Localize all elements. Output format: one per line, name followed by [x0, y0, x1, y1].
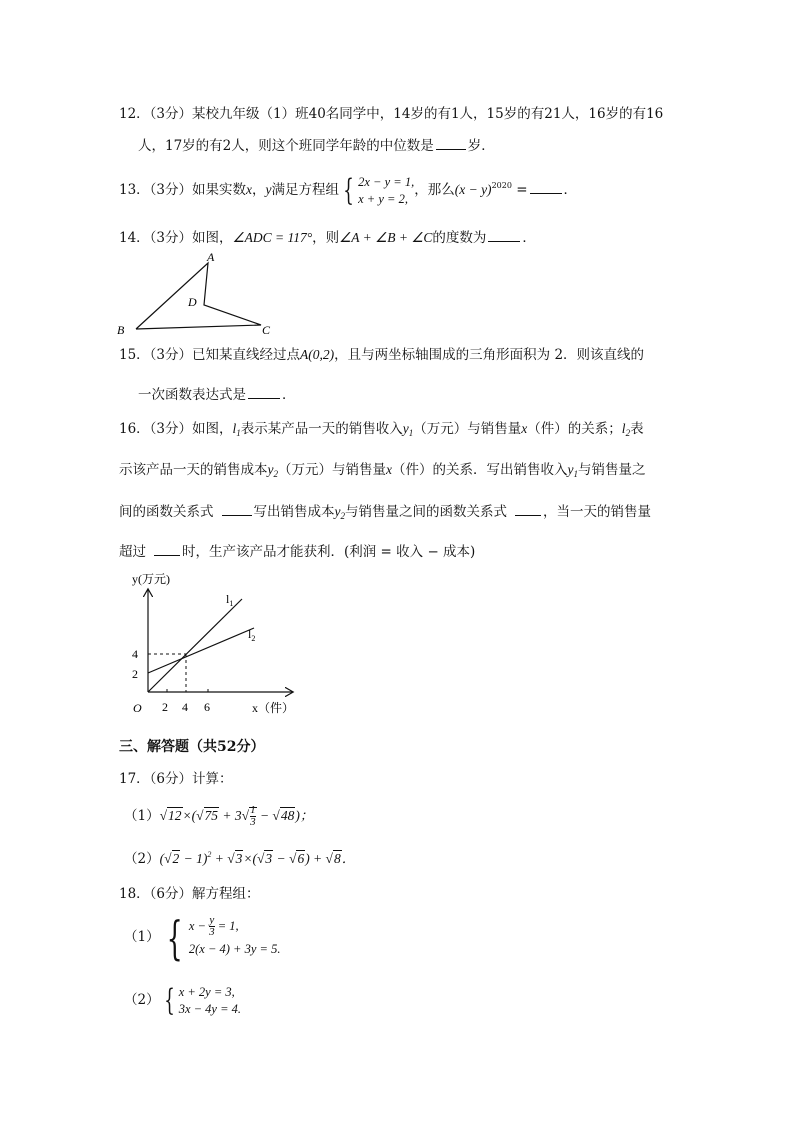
q18-part1	[124, 910, 281, 965]
q13-eqsign: =	[511, 182, 528, 198]
q14-condition: ∠ADC = 117°	[232, 230, 313, 245]
q16-line-l1	[148, 599, 242, 692]
q16-y1-symbol-2: $y_1$	[567, 462, 578, 479]
q15-text-c: 一次函数表达式是	[138, 387, 246, 403]
q13-mid: 满足方程组	[271, 182, 340, 198]
q16-text-g: （万元）与销售量	[278, 462, 386, 478]
q16-y2-symbol: $y_2$	[267, 462, 278, 479]
q18-title: 18．（6分）解方程组：	[119, 886, 260, 902]
q13-eq2: x + y = 2,	[358, 191, 408, 206]
q16-x-tick-6: 6	[204, 700, 210, 714]
q13-prefix: 13．（3分）如果实数	[119, 182, 247, 198]
q15-point: A(0,2)	[300, 347, 335, 362]
q14	[119, 227, 536, 248]
q16-text-f: 示该产品一天的销售成本	[119, 462, 268, 478]
q16-graph	[120, 570, 305, 720]
q16-text-h: （件）的关系．写出销售收入	[392, 462, 568, 478]
q16-text-i: 与销售量之	[578, 462, 646, 478]
q15-text-d: ．	[282, 387, 296, 403]
q12-text-a: 人，17岁的有2人，则这个班同学年龄的中位数是	[138, 138, 434, 154]
q18-part1-brace: {	[166, 910, 183, 965]
q13-expr: (x − y)	[454, 182, 492, 197]
q16-text-d: （件）的关系；	[527, 421, 622, 437]
q17-part1-label: （1）	[124, 808, 160, 824]
q16-line-l2	[148, 628, 254, 673]
q15-line2	[138, 384, 296, 405]
q12-line2	[138, 135, 495, 156]
q17-part2	[124, 845, 355, 869]
q14-label-a: A	[207, 250, 215, 264]
q13-system	[358, 174, 414, 208]
q14-label-b: B	[117, 323, 125, 337]
q16-l1-label: $l_1$	[226, 592, 234, 608]
q16-text-k: 写出销售成本	[253, 504, 335, 520]
q16-x-symbol-2: x	[386, 462, 392, 477]
q14-triangle-figure	[112, 248, 282, 340]
q18-part1-eq1: x − $\frac{y}{3}$ = 1,	[188, 914, 239, 939]
q16-text-b: 表示某产品一天的销售收入	[240, 421, 403, 437]
q18-part2-system	[179, 984, 241, 1018]
q16-x-symbol: x	[521, 421, 528, 436]
q16-l2-symbol: $l_2$	[621, 421, 631, 438]
q16-answer-blank-2[interactable]	[515, 501, 541, 516]
q18-part2-brace: {	[163, 982, 175, 1018]
q16-line4	[119, 541, 475, 562]
q13-var-x: x	[246, 182, 253, 197]
q13-sep: ，	[252, 182, 266, 198]
q14-expression: ∠A + ∠B + ∠C	[339, 230, 433, 245]
q18-part1-eq2: 2(x − 4) + 3y = 5.	[188, 942, 281, 957]
q16-y-label: y(万元)	[132, 572, 170, 586]
q16-x-tick-4: 4	[182, 700, 188, 714]
q16-line3	[119, 501, 651, 526]
q16-line2	[119, 460, 646, 484]
q16-text-o: 时，生产该产品才能获利．(利润 = 收入 − 成本)	[182, 544, 476, 560]
q16-text-e: 表	[630, 421, 644, 437]
q14-end: ．	[522, 230, 536, 246]
q17-title: 17．（6分）计算：	[119, 771, 233, 787]
q16-text-n: 超过	[119, 544, 146, 560]
q15-line1	[119, 345, 644, 365]
q14-suffix: 的度数为	[432, 230, 487, 246]
q14-answer-blank[interactable]	[488, 227, 520, 242]
q18-part2	[124, 980, 241, 1020]
q16-line1	[119, 419, 644, 443]
q13-after: ，那么	[414, 182, 455, 198]
q16-x-label: x（件）	[252, 701, 295, 715]
q16-text-l: 与销售量之间的函数关系式	[345, 504, 507, 520]
q16-y2-symbol-2: $y_2$	[334, 504, 345, 521]
q16-y-tick-4: 4	[132, 647, 138, 661]
q14-quadrilateral-outline	[136, 263, 261, 329]
section-3-header: 三、解答题（共52分）	[119, 739, 265, 755]
q16-text-j: 间的函数关系式	[119, 504, 214, 520]
q13	[119, 168, 577, 208]
q16-l2-label: $l_2$	[248, 627, 256, 643]
q17-part2-expression: $(√2 - 1)^2 + √3\times(√3 - √6) + √8$．	[159, 850, 356, 866]
q16-text-a: 16．（3分）如图，	[119, 421, 233, 437]
q18-part2-label: （2）	[124, 992, 160, 1008]
q17-part2-label: （2）	[124, 851, 160, 867]
q16-l1-symbol: $l_1$	[232, 421, 241, 438]
q16-answer-blank-3[interactable]	[154, 541, 180, 556]
q16-origin-label: O	[133, 701, 142, 715]
q17-part1	[124, 803, 313, 829]
q16-y-tick-2: 2	[132, 667, 138, 681]
q15-text-b: ，且与两坐标轴围成的三角形面积为 2．则该直线的	[334, 347, 645, 363]
q14-label-d: D	[188, 295, 197, 309]
q13-eq1: 2x − y = 1,	[358, 174, 415, 189]
q16-text-m: ，当一天的销售量	[543, 504, 651, 520]
q12-answer-blank[interactable]	[436, 135, 466, 150]
q13-brace: {	[343, 172, 354, 208]
q12-line1: 12．（3分）某校九年级（1）班40名同学中，14岁的有1人，15岁的有21人，16岁的有16	[119, 106, 664, 122]
q13-var-y: y	[265, 182, 272, 197]
q12-text-b: 岁．	[467, 138, 495, 154]
q14-label-c: C	[262, 323, 271, 337]
q16-y1-symbol: $y_1$	[402, 421, 414, 438]
q17-part1-expression: √12×(√75 + 3√ $\frac{1}{3}$ − √48)；	[159, 804, 314, 829]
q13-end: ．	[563, 182, 578, 198]
q18-part2-eq1: x + 2y = 3,	[178, 984, 235, 999]
q14-prefix: 14．（3分）如图，	[119, 230, 233, 246]
q15-answer-blank[interactable]	[248, 384, 280, 399]
q14-mid: ，则	[312, 230, 340, 246]
q18-part1-system	[189, 915, 281, 961]
q13-answer-blank[interactable]	[530, 179, 562, 194]
q13-exponent: 2020	[491, 181, 512, 190]
q18-part1-label: （1）	[124, 929, 160, 945]
q16-x-tick-2: 2	[162, 700, 168, 714]
q16-text-c: （万元）与销售量	[413, 421, 522, 437]
q18-part2-eq2: 3x − 4y = 4.	[178, 1001, 242, 1016]
q15-text-a: 15．（3分）已知某直线经过点	[119, 347, 301, 363]
q16-answer-blank-1[interactable]	[222, 501, 252, 516]
